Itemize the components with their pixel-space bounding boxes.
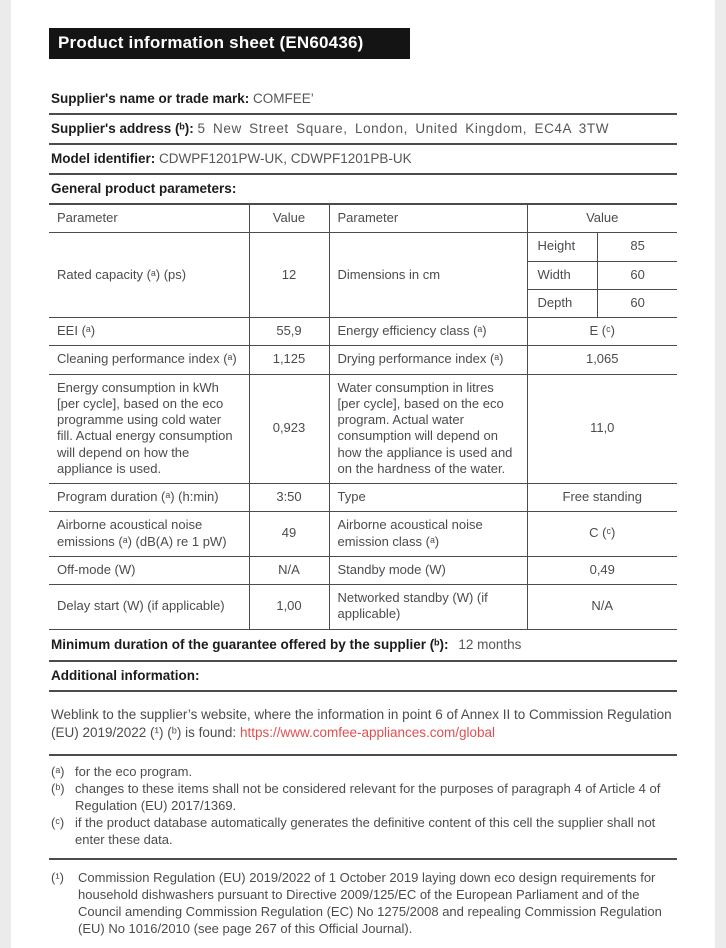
guarantee-label: Minimum duration of the guarantee offered by the supplier (ᵇ):	[51, 636, 449, 652]
dimension-row-height	[528, 233, 678, 261]
weblink-paragraph	[51, 706, 675, 742]
header-parameter-2: Parameter	[329, 205, 527, 233]
param-type: Type	[329, 484, 527, 512]
header-parameter-1: Parameter	[49, 205, 249, 233]
param-energy-consumption: Energy consumption in kWh [per cycle], based on the eco programme using cold water fill. Actual energy consumption will depend on how the appliance is used.	[49, 374, 249, 484]
param-off-mode: Off-mode (W)	[49, 556, 249, 584]
table-row	[49, 374, 677, 484]
supplier-address-row	[49, 115, 677, 145]
value-water-consumption: 11,0	[527, 374, 677, 484]
footnote-a	[51, 764, 675, 781]
value-delay-start: 1,00	[249, 585, 329, 630]
footnote-b-marker: (ᵇ)	[51, 780, 65, 796]
value-networked-standby: N/A	[527, 585, 677, 630]
param-program-duration: Program duration (ᵃ) (h:min)	[49, 484, 249, 512]
table-row	[49, 346, 677, 374]
weblink-text: Weblink to the supplier’s website, where the information in point 6 of Annex II to Commission Regulation (EU) 2019/2022 (¹) (ᵇ) is found:	[51, 706, 672, 740]
regulation-note-block	[49, 858, 677, 948]
param-rated-capacity: Rated capacity (ᵃ) (ps)	[49, 233, 249, 318]
header-value-2: Value	[527, 205, 677, 233]
table-row	[49, 233, 677, 318]
footnote-b	[51, 781, 675, 815]
supplier-name-value: COMFEE’	[253, 91, 314, 106]
value-noise-class: C (ᶜ)	[527, 512, 677, 557]
param-delay-start: Delay start (W) (if applicable)	[49, 585, 249, 630]
page-title: Product information sheet (EN60436)	[49, 28, 410, 59]
param-cleaning-index: Cleaning performance index (ᵃ)	[49, 346, 249, 374]
param-water-consumption: Water consumption in litres [per cycle], based on the eco program. Actual water consumption will depend on how the appliance is used and on the hardness of the water.	[329, 374, 527, 484]
value-dimensions-cell	[527, 233, 677, 318]
footnote-a-text: for the eco program.	[75, 763, 193, 779]
table-row	[49, 585, 677, 630]
supplier-name-label: Supplier's name or trade mark:	[51, 91, 250, 106]
value-noise-emissions: 49	[249, 512, 329, 557]
param-noise-class: Airborne acoustical noise emission class (ᵃ)	[329, 512, 527, 557]
footnote-c-text: if the product database automatically generates the definitive content of this cell the supplier shall not enter these data.	[75, 814, 656, 847]
header-value-1: Value	[249, 205, 329, 233]
value-rated-capacity: 12	[249, 233, 329, 318]
additional-information-heading: Additional information:	[49, 662, 677, 692]
dimension-row-depth	[528, 289, 678, 317]
table-row	[49, 318, 677, 346]
supplier-address-value: 5 New Street Square, London, United Kingdom, EC4A 3TW	[197, 121, 610, 136]
dimension-height-value: 85	[598, 233, 677, 261]
table-row	[49, 484, 677, 512]
regulation-note-marker: (¹)	[51, 870, 64, 886]
value-cleaning-index: 1,125	[249, 346, 329, 374]
model-identifier-row	[49, 145, 677, 175]
model-identifier-label: Model identifier:	[51, 151, 156, 166]
value-drying-index: 1,065	[527, 346, 677, 374]
dimension-row-width	[528, 261, 678, 289]
value-off-mode: N/A	[249, 556, 329, 584]
document-content	[11, 0, 715, 948]
footnote-a-marker: (ᵃ)	[51, 763, 65, 779]
value-energy-consumption: 0,923	[249, 374, 329, 484]
dimension-depth-label: Depth	[528, 289, 598, 317]
dimensions-subtable	[528, 233, 678, 317]
value-type: Free standing	[527, 484, 677, 512]
model-identifier-value: CDWPF1201PW-UK, CDWPF1201PB-UK	[159, 151, 412, 166]
regulation-note-text: Commission Regulation (EU) 2019/2022 of 1 October 2019 laying down eco design requirements for household dishwashers pursuant to Directive 2009/125/EC of the European Parliament and of the Council amending Commission Regulation (EC) No 1275/2008 and repealing Commission Regulation (EU) No 1016/2010 (see page 267 of this Official Journal).	[78, 870, 662, 937]
value-program-duration: 3:50	[249, 484, 329, 512]
general-parameters-heading: General product parameters:	[49, 175, 677, 205]
footnote-c-marker: (ᶜ)	[51, 814, 65, 830]
value-standby-mode: 0,49	[527, 556, 677, 584]
footnotes-block	[49, 754, 677, 858]
supplier-website-link[interactable]: https://www.comfee-appliances.com/global	[239, 724, 496, 740]
supplier-name-row	[49, 85, 677, 115]
supplier-address-label: Supplier's address (ᵇ):	[51, 121, 194, 136]
parameters-table	[49, 205, 677, 630]
param-noise-emissions: Airborne acoustical noise emissions (ᵃ) (dB(A) re 1 pW)	[49, 512, 249, 557]
param-standby-mode: Standby mode (W)	[329, 556, 527, 584]
param-energy-class: Energy efficiency class (ᵃ)	[329, 318, 527, 346]
footnote-c	[51, 815, 675, 849]
dimension-width-label: Width	[528, 261, 598, 289]
dimension-height-label: Height	[528, 233, 598, 261]
footnote-b-text: changes to these items shall not be considered relevant for the purposes of paragraph 4 of Article 4 of Regulation (EU) 2017/1369.	[75, 780, 661, 813]
guarantee-value: 12 months	[458, 636, 522, 652]
table-row	[49, 512, 677, 557]
dimension-depth-value: 60	[630, 294, 645, 310]
param-drying-index: Drying performance index (ᵃ)	[329, 346, 527, 374]
value-eei: 55,9	[249, 318, 329, 346]
param-eei: EEI (ᵃ)	[49, 318, 249, 346]
guarantee-row	[49, 630, 677, 662]
document-sheet	[11, 0, 715, 948]
value-energy-class: E (ᶜ)	[527, 318, 677, 346]
regulation-note	[51, 870, 675, 938]
table-header-row	[49, 205, 677, 233]
dimension-width-value: 60	[598, 261, 677, 289]
table-row	[49, 556, 677, 584]
param-dimensions: Dimensions in cm	[329, 233, 527, 318]
param-networked-standby: Networked standby (W) (if applicable)	[329, 585, 527, 630]
